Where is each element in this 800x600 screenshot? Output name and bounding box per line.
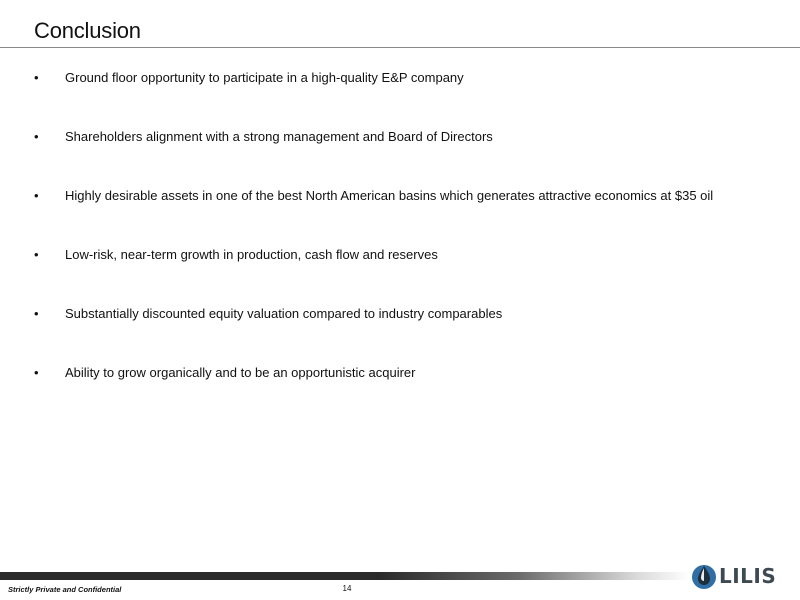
bullet-marker: • bbox=[34, 306, 39, 321]
bullet-text: Ability to grow organically and to be an opportunistic acquirer bbox=[65, 365, 416, 380]
bullet-text: Low-risk, near-term growth in production, cash flow and reserves bbox=[65, 247, 438, 262]
bullet-marker: • bbox=[34, 129, 39, 144]
bullet-text: Substantially discounted equity valuation compared to industry comparables bbox=[65, 306, 503, 321]
confidentiality-notice: Strictly Private and Confidential bbox=[8, 585, 122, 594]
page-title: Conclusion bbox=[34, 18, 141, 43]
footer-bar bbox=[0, 572, 690, 580]
bullet-marker: • bbox=[34, 188, 39, 203]
bullet-marker: • bbox=[34, 247, 39, 262]
title-divider bbox=[0, 47, 800, 48]
bullet-text: Highly desirable assets in one of the best North American basins which generates attractive economics at $35 oil bbox=[65, 188, 714, 203]
logo-text: LILIS bbox=[719, 564, 777, 588]
bullet-marker: • bbox=[34, 70, 39, 85]
bullet-marker: • bbox=[34, 365, 39, 380]
bullet-text: Ground floor opportunity to participate in a high-quality E&P company bbox=[65, 70, 464, 85]
page-number: 14 bbox=[342, 584, 352, 593]
company-logo bbox=[690, 561, 794, 591]
oil-drop-icon bbox=[690, 561, 718, 591]
bullet-text: Shareholders alignment with a strong management and Board of Directors bbox=[65, 129, 493, 144]
